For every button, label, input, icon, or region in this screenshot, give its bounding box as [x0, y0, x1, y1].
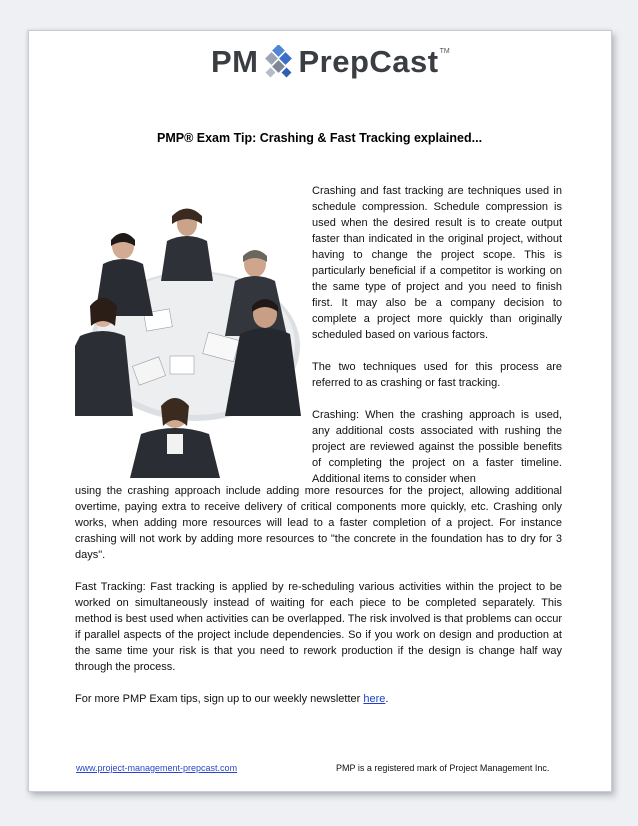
- newsletter-paragraph: [75, 691, 562, 707]
- footer-trademark-note: PMP is a registered mark of Project Management Inc.: [336, 763, 550, 773]
- crashing-paragraph-start: Crashing: When the crashing approach is used, any additional costs associated with rushing the project are reviewed against the possible benefits of completing the project on a faster timeline. Additional items to consider when: [312, 409, 562, 485]
- newsletter-text: For more PMP Exam tips, sign up to our weekly newsletter: [75, 693, 364, 705]
- business-meeting-photo: [75, 186, 301, 478]
- footer-url-link[interactable]: www.project-management-prepcast.com: [76, 763, 238, 773]
- logo-diamonds-icon: [263, 45, 295, 79]
- newsletter-period: .: [385, 693, 389, 705]
- logo-tm: TM: [439, 48, 450, 55]
- page-title: PMP® Exam Tip: Crashing & Fast Tracking explained...: [157, 131, 483, 145]
- body-column: [75, 483, 562, 723]
- newsletter-link[interactable]: here: [363, 693, 386, 705]
- intro-paragraph: Crashing and fast tracking are techniques used in schedule compression. Schedule compression is used when the desired result is to create output faster than indicated in the original project, without having to change the project scope. This is particularly beneficial if a competitor is working on the same type of project and you need to finish first. It may also be a company decision to complete a project more quickly than originally scheduled based on various factors.: [312, 185, 562, 341]
- techniques-paragraph: The two techniques used for this process are referred to as crashing or fast tracking.: [312, 361, 562, 389]
- logo-pm-text: PM: [211, 44, 259, 79]
- crashing-paragraph-continued: using the crashing approach include adding more resources for the project, allowing additional overtime, paying extra to receive delivery of critical components more quickly, etc. Crashing only works, when adding more resources will lead to a faster completion of a project. For instance crashing will not work by adding more resources to "the concrete in the foundation has to dry for 3 days".: [75, 485, 562, 561]
- intro-column: [312, 183, 562, 487]
- fast-tracking-paragraph: Fast Tracking: Fast tracking is applied by re-scheduling various activities within the project to be worked on simultaneously instead of waiting for each piece to be completed separately. This method is best used when activities can be overlapped. The risk involved is that problems can occur if parallel aspects of the project include dependencies. So if you work on design and production at the same time your risk is that you need to rework production if the design is change half way through the process.: [75, 581, 562, 673]
- pm-prepcast-logo: [211, 42, 450, 82]
- logo-prepcast-text: PrepCast: [298, 44, 439, 79]
